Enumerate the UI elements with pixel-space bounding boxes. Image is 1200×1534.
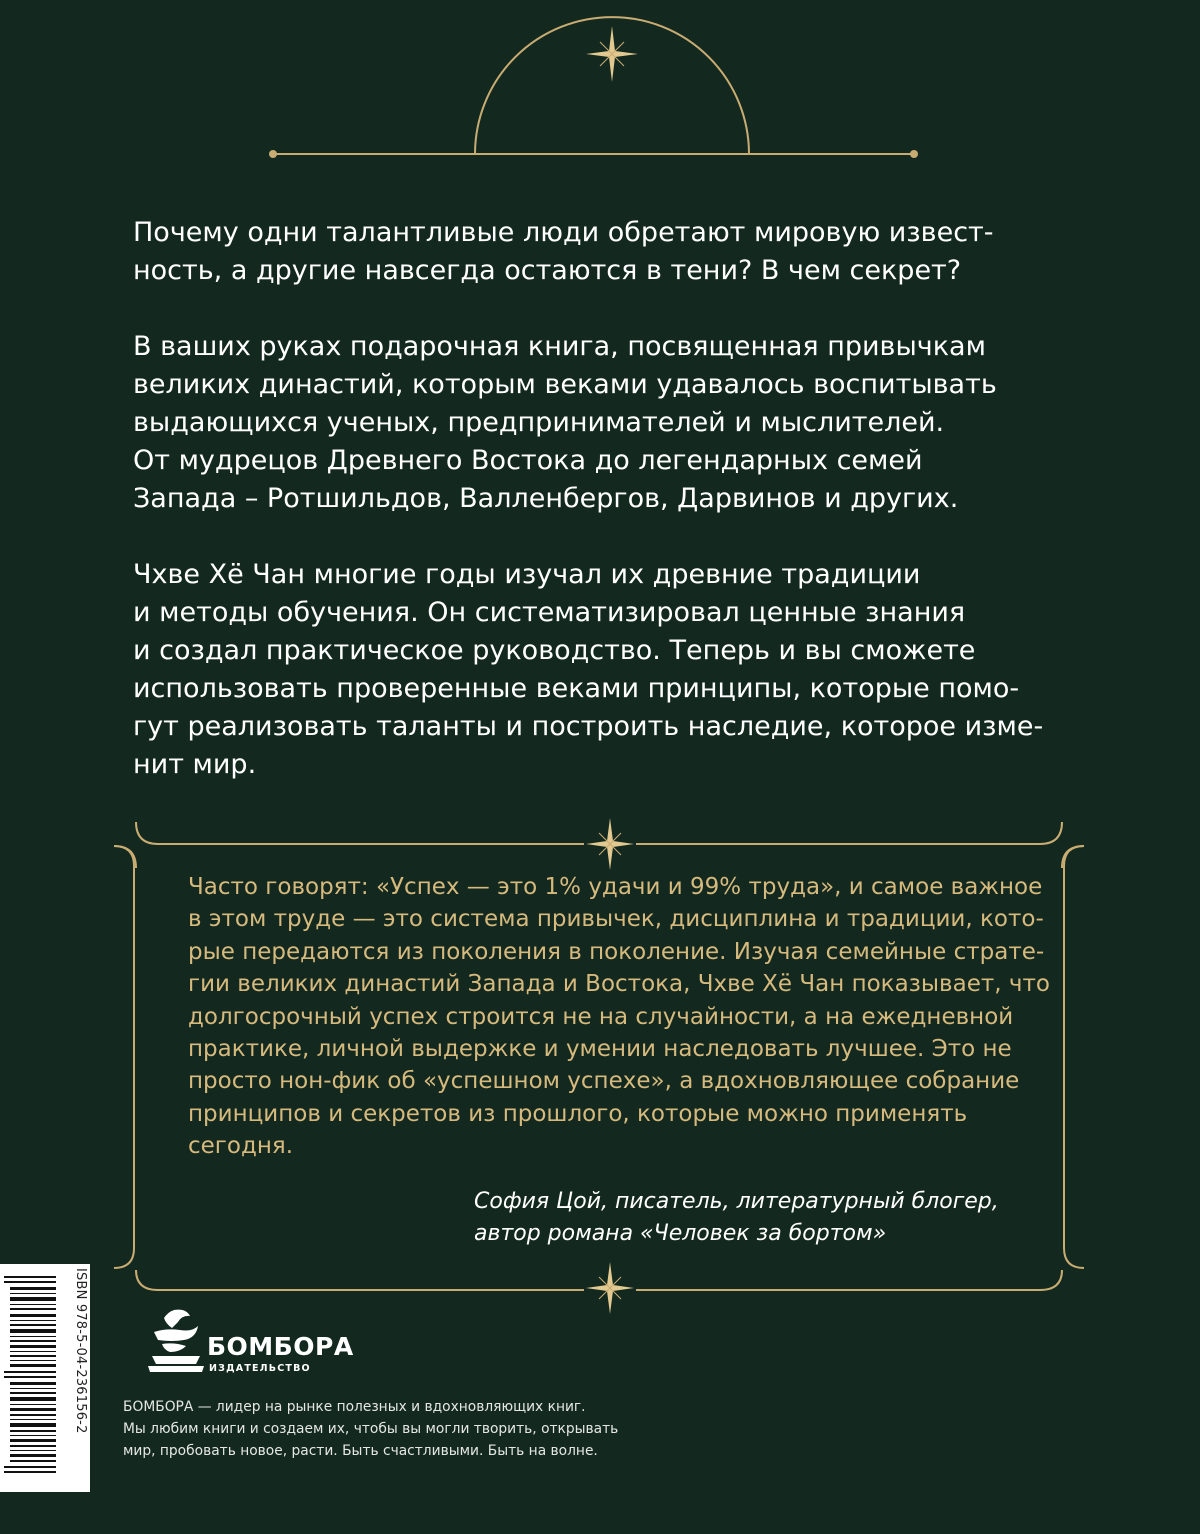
isbn-text: ISBN 978-5-04-236156-2 [73,1268,88,1434]
frame-bottom-left [136,1270,584,1290]
publisher-line: БОМБОРА — лидер на рынке полезных и вдохновляющих книг. [123,1399,586,1415]
quote-attribution [474,1186,1034,1250]
publisher-line: мир, пробовать новое, расти. Быть счастливыми. Быть на волне. [123,1443,598,1459]
frame-star-bottom-icon [586,1262,634,1314]
text-line: Почему одни талантливые люди обретают мировую извест- [133,217,994,248]
publisher-sub: ИЗДАТЕЛЬСТВО [209,1363,311,1374]
text-line: Запада – Ротшильдов, Валленбергов, Дарвинов и других. [133,483,959,514]
text-line: и методы обучения. Он систематизировал ценные знания [133,597,966,628]
quote-line: Часто говорят: «Успех — это 1% удачи и 99% труда», и самое важное [188,874,1043,900]
publisher-name: БОМБОРА [207,1332,354,1361]
quote-line: просто нон-фик об «успешном успехе», а вдохновляющее собрание [188,1068,1020,1095]
quote-line: в этом труде — это система привычек, дисциплина и традиции, кото- [188,906,1044,933]
frame-star-top-icon [586,818,634,870]
quote-line: рые передаются из поколения в поколение. Изучая семейные страте- [188,938,1045,965]
text-line: выдающихся ученых, предпринимателей и мыслителей. [133,407,945,438]
text-line: великих династий, которым веками удавалось воспитывать [133,369,997,400]
quote-line: практике, личной выдержке и умении наследовать лучшее. Это не [188,1036,1012,1063]
frame-bottom-right [636,1270,1062,1290]
text-line: гут реализовать таланты и построить наследие, которое изме- [133,711,1044,742]
quote-line: сегодня. [188,1133,294,1160]
publisher-line: Мы любим книги и создаем их, чтобы вы могли творить, открывать [123,1421,619,1437]
text-line: Чхве Хё Чан многие годы изучал их древние традиции [133,559,921,590]
frame-right-side [1064,846,1084,1268]
barcode-bars [4,1272,56,1484]
frame-top-left [136,822,584,844]
quote-text [188,871,1048,1163]
publisher-description [123,1396,683,1462]
attribution-line: автор романа «Человек за бортом» [474,1221,887,1246]
text-line: От мудрецов Древнего Востока до легендарных семей [133,445,923,476]
text-line: и создал практическое руководство. Теперь и вы сможете [133,635,976,666]
quote-line: гии великих династий Запада и Востока, Чхве Хё Чан показывает, что [188,971,1050,998]
quote-line: принципов и секретов из прошлого, которые можно применять [188,1100,968,1127]
bombora-logo [146,1306,206,1376]
text-line: ность, а другие навсегда остаются в тени? В чем секрет? [133,255,962,286]
attribution-line: София Цой, писатель, литературный блогер, [474,1189,999,1214]
frame-left-side [114,846,134,1268]
text-line: нит мир. [133,749,257,780]
text-line: использовать проверенные веками принципы, которые помо- [133,673,1020,704]
quote-line: долгосрочный успех строится не на случайности, а на ежедневной [188,1003,1014,1030]
text-line: В ваших руках подарочная книга, посвященная привычкам [133,331,986,362]
frame-top-right [636,822,1062,844]
